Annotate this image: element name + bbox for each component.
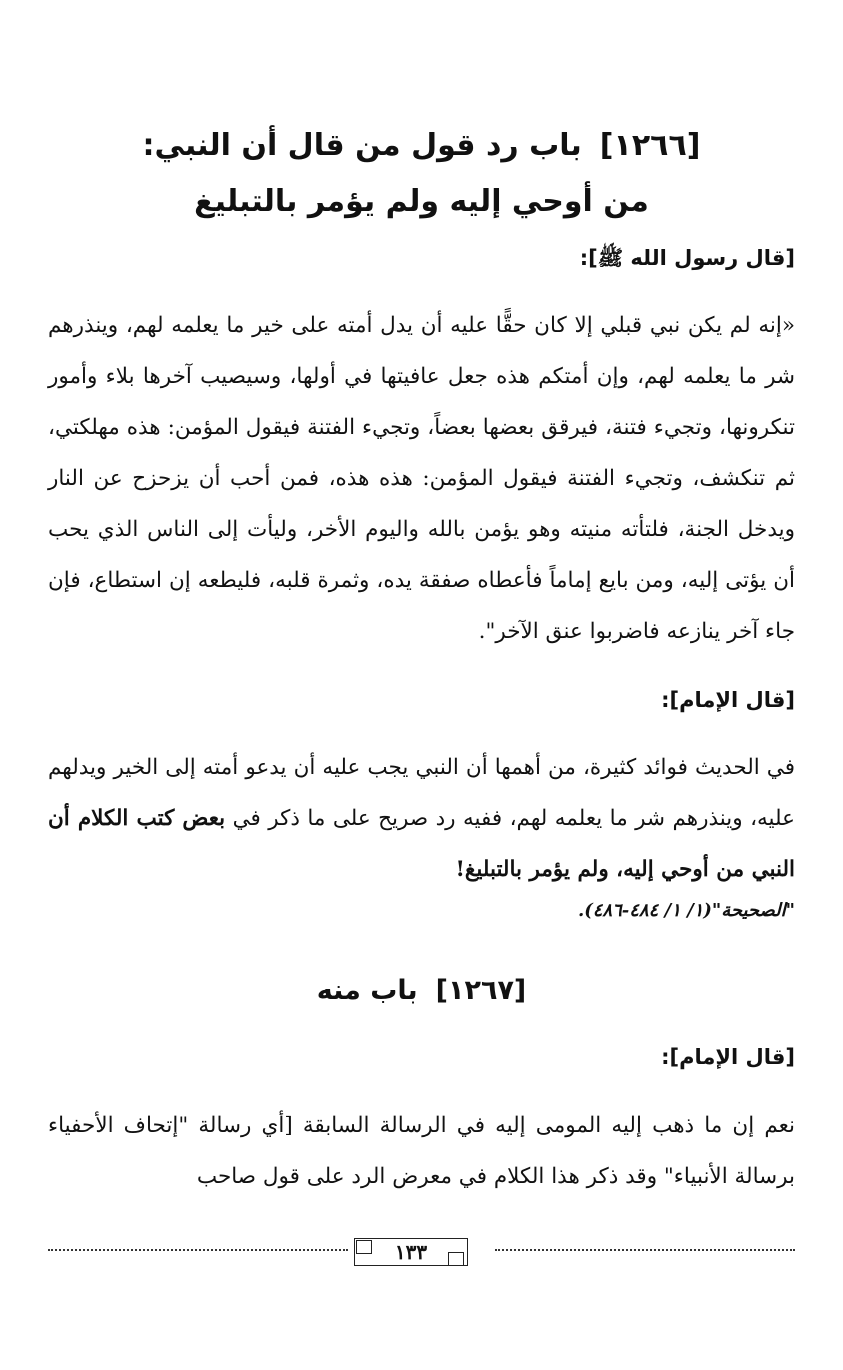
speaker-label-imam: [قال الإمام]: [661, 688, 795, 712]
chapter-number: [١٢٦٧] [435, 975, 527, 1006]
chapter-number: [١٢٦٦] [599, 128, 701, 163]
source-reference: "الصحيحة"(١/ ١/ ٤٨٤-٤٨٦). [577, 900, 795, 921]
page-footer [48, 1238, 795, 1268]
commentary-text: في الحديث فوائد كثيرة، من أهمها أن النبي يجب عليه أن يدعو أمته إلى الخير ويدلهم عليه، وينذرهم شر ما يعلمه لهم، ففيه رد صريح على ما ذكر في [48, 755, 795, 831]
imam-commentary-paragraph-2: نعم إن ما ذهب إليه المومى إليه في الرسالة السابقة [أي رسالة "إتحاف الأحفياء برسالة الأنبياء" وقد ذكر هذا الكلام في معرض الرد على قول صاحب [48, 1113, 795, 1189]
imam-commentary-paragraph [48, 742, 795, 895]
chapter-title-line2: من أوحي إليه ولم يؤمر بالتبليغ [194, 184, 649, 219]
hadith-paragraph: «إنه لم يكن نبي قبلي إلا كان حقًّا عليه أن يدل أمته على خير ما يعلمه لهم، وينذرهم شر ما يعلمه لهم، وإن أمتكم هذه جعل عافيتها في أولها، وسيصيب آخرها بلاء وأمور تنكرونها، وتجيء فتنة، فيرقق بعضها بعضاً، وتجيء الفتنة فيقول المؤمن: هذه مهلكتي، ثم تنكشف، وتجيء الفتنة فيقول المؤمن: هذه هذه، فمن أحب أن يزحزح عن النار ويدخل الجنة، فلتأته منيته وهو يؤمن بالله واليوم الأخر، وليأت إلى الناس الذي يحب أن يؤتى إليه، ومن بايع إماماً فأعطاه صفقة يده، وثمرة قلبه، فليطعه إن استطاع، فإن جاء آخر ينازعه فاضربوا عنق الآخر". [48, 313, 795, 644]
book-page [48, 0, 795, 1370]
chapter-title-1266 [88, 118, 755, 230]
commentary-conclusion: بعض كتب الكلام أن النبي من أوحي إليه، ولم يؤمر بالتبليغ! [48, 806, 795, 882]
chapter-heading: باب منه [316, 975, 418, 1006]
speaker-label-imam: [قال الإمام]: [661, 1045, 795, 1069]
chapter-heading: باب رد قول من قال أن النبي: [142, 128, 582, 163]
page-number: ١٣٣ [354, 1238, 468, 1266]
chapter-title-1267 [48, 975, 795, 1006]
ornament-icon [448, 1252, 464, 1266]
footer-dotted-rule [495, 1249, 795, 1251]
ornament-icon [356, 1240, 372, 1254]
footer-dotted-rule [48, 1249, 348, 1251]
chapter-title-line1 [88, 118, 755, 174]
speaker-label-prophet: [قال رسول الله ﷺ]: [579, 246, 795, 270]
